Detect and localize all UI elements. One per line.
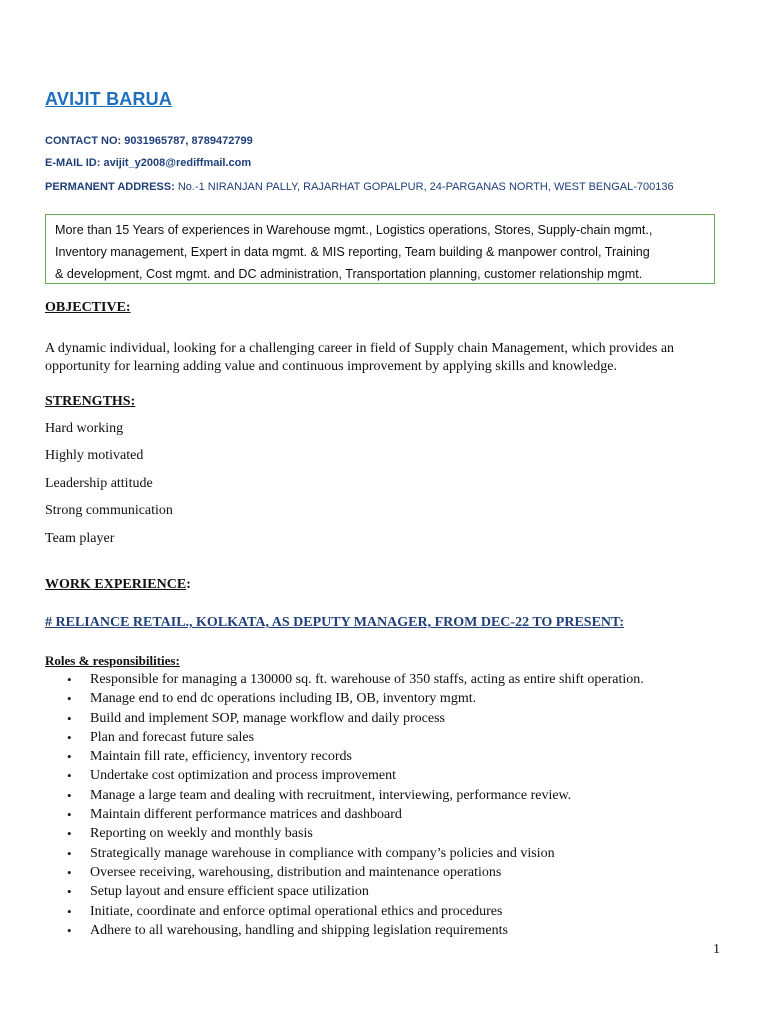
bullet-icon: • bbox=[67, 729, 72, 745]
list-item bbox=[45, 670, 735, 689]
list-item bbox=[45, 824, 735, 843]
summary-line: & development, Cost mgmt. and DC administration, Transportation planning, customer relationship mgmt. bbox=[55, 267, 643, 281]
list-item bbox=[45, 709, 735, 728]
role-text: Setup layout and ensure efficient space utilization bbox=[90, 884, 369, 900]
list-item bbox=[45, 747, 735, 766]
role-text: Adhere to all warehousing, handling and shipping legislation requirements bbox=[90, 922, 508, 938]
bullet-icon: • bbox=[67, 710, 72, 726]
role-text: Maintain different performance matrices and dashboard bbox=[90, 807, 402, 823]
role-text: Manage end to end dc operations including IB, OB, inventory mgmt. bbox=[90, 691, 477, 707]
strength-item: Highly motivated bbox=[45, 448, 144, 463]
roles-label: Roles & responsibilities: bbox=[45, 653, 180, 668]
list-item bbox=[45, 902, 735, 921]
list-item bbox=[45, 882, 735, 901]
objective-heading: OBJECTIVE: bbox=[45, 300, 131, 315]
bullet-icon: • bbox=[67, 787, 72, 803]
strength-item: Strong communication bbox=[45, 503, 173, 518]
address-value: No.-1 NIRANJAN PALLY, RAJARHAT GOPALPUR, 24-PARGANAS NORTH, WEST BENGAL-700136 bbox=[177, 181, 674, 193]
contact-label: CONTACT NO: bbox=[45, 135, 122, 147]
list-item bbox=[45, 921, 735, 940]
bullet-icon: • bbox=[67, 826, 72, 842]
role-text: Maintain fill rate, efficiency, inventory records bbox=[90, 749, 353, 765]
summary-box bbox=[45, 214, 715, 284]
bullet-icon: • bbox=[67, 903, 72, 919]
list-item bbox=[45, 805, 735, 824]
role-text: Reporting on weekly and monthly basis bbox=[90, 826, 313, 842]
work-experience-title: WORK EXPERIENCE bbox=[45, 577, 187, 592]
work-experience-colon: : bbox=[186, 577, 191, 592]
work-experience-heading bbox=[45, 577, 191, 593]
objective-text: A dynamic individual, looking for a challenging career in field of Supply chain Management, which provides an opportunity for learning adding value and continuous improvement by applying skills and knowledge. bbox=[45, 341, 675, 374]
strength-item: Leadership attitude bbox=[45, 476, 153, 491]
role-text: Plan and forecast future sales bbox=[90, 729, 255, 745]
email-line bbox=[45, 157, 251, 169]
role-text: Strategically manage warehouse in compliance with company’s policies and vision bbox=[90, 845, 555, 861]
roles-list bbox=[45, 670, 735, 940]
bullet-icon: • bbox=[67, 807, 72, 823]
strength-item: Team player bbox=[45, 531, 115, 546]
contact-value: 9031965787, 8789472799 bbox=[124, 135, 253, 147]
role-text: Oversee receiving, warehousing, distribution and maintenance operations bbox=[90, 864, 502, 880]
email-label: E-MAIL ID: bbox=[45, 157, 101, 169]
list-item bbox=[45, 728, 735, 747]
bullet-icon: • bbox=[67, 845, 72, 861]
address-line bbox=[45, 181, 674, 193]
address-label: PERMANENT ADDRESS: bbox=[45, 181, 175, 193]
bullet-icon: • bbox=[67, 884, 72, 900]
role-text: Responsible for managing a 130000 sq. ft. warehouse of 350 staffs, acting as entire shift operation. bbox=[90, 672, 644, 687]
list-item bbox=[45, 786, 735, 805]
strengths-heading: STRENGTHS: bbox=[45, 394, 136, 409]
page-number: 1 bbox=[713, 942, 720, 957]
bullet-icon: • bbox=[67, 768, 72, 784]
list-item bbox=[45, 844, 735, 863]
bullet-icon: • bbox=[67, 672, 72, 687]
role-text: Manage a large team and dealing with recruitment, interviewing, performance review. bbox=[90, 787, 572, 803]
list-item bbox=[45, 863, 735, 882]
contact-line bbox=[45, 135, 253, 147]
bullet-icon: • bbox=[67, 922, 72, 938]
role-text: Undertake cost optimization and process improvement bbox=[90, 768, 396, 784]
summary-line: More than 15 Years of experiences in Warehouse mgmt., Logistics operations, Stores, Supply-chain mgmt., bbox=[55, 223, 653, 237]
list-item bbox=[45, 689, 735, 708]
role-text: Initiate, coordinate and enforce optimal operational ethics and procedures bbox=[90, 903, 503, 919]
role-text: Build and implement SOP, manage workflow and daily process bbox=[90, 710, 445, 726]
strength-item: Hard working bbox=[45, 421, 124, 436]
summary-line: Inventory management, Expert in data mgmt. & MIS reporting, Team building & manpower control, Training bbox=[55, 245, 650, 259]
job-title: # RELIANCE RETAIL., KOLKATA, AS DEPUTY MANAGER, FROM DEC-22 TO PRESENT: bbox=[45, 615, 624, 630]
email-value: avijit_y2008@rediffmail.com bbox=[103, 157, 252, 169]
bullet-icon: • bbox=[67, 691, 72, 707]
bullet-icon: • bbox=[67, 749, 72, 765]
list-item bbox=[45, 766, 735, 785]
resume-name: AVIJIT BARUA bbox=[45, 89, 173, 109]
bullet-icon: • bbox=[67, 864, 72, 880]
